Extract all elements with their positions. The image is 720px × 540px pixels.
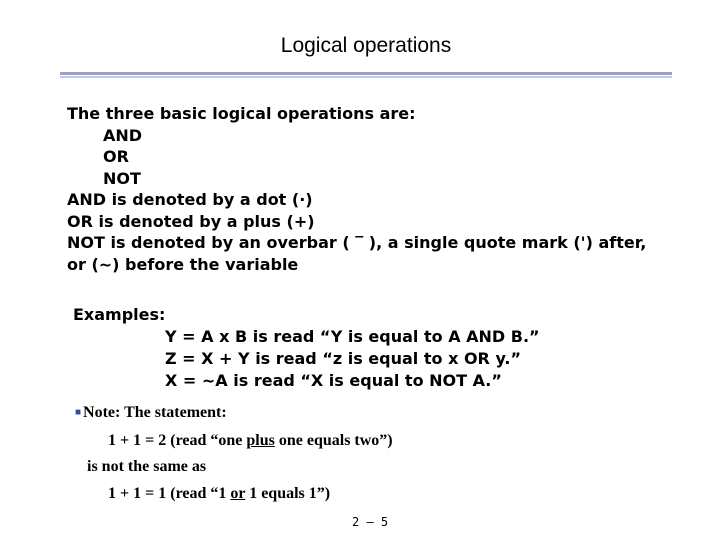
- operation-not: NOT: [103, 168, 141, 188]
- page-number: 2 – 5: [352, 515, 389, 529]
- title-divider: [60, 72, 672, 75]
- equation-one-start: 1 + 1 = 2 (read “one: [108, 432, 247, 449]
- examples-block: [73, 304, 540, 392]
- operation-and: AND: [103, 125, 143, 145]
- equation-two-start: 1 + 1 = 1 (read “1: [108, 485, 231, 502]
- comparison-text: is not the same as: [87, 458, 207, 475]
- not-definition-continued: or (~) before the variable: [67, 254, 299, 274]
- equation-one-underlined: plus: [246, 432, 275, 449]
- equation-two: [108, 485, 330, 503]
- equation-two-underlined: or: [230, 485, 246, 502]
- not-definition: NOT is denoted by an overbar ( ‾ ), a single quote mark (') after,: [67, 233, 647, 252]
- example-and: Y = A x B is read “Y is equal to A AND B.”: [165, 327, 540, 346]
- definitions-block: [67, 103, 646, 275]
- note-block: [75, 404, 227, 422]
- equation-one-end: one equals two”): [274, 432, 393, 449]
- example-or: Z = X + Y is read “z is equal to x OR y.”: [165, 349, 521, 368]
- intro-text: The three basic logical operations are:: [67, 104, 416, 123]
- square-bullet-icon: ■: [75, 407, 82, 418]
- examples-label: Examples:: [73, 305, 166, 324]
- note-label: Note: The statement:: [83, 404, 227, 421]
- equation-two-end: 1 equals 1”): [245, 485, 331, 502]
- equation-one: [108, 432, 393, 450]
- and-definition: AND is denoted by a dot (·): [67, 190, 313, 209]
- operation-or: OR: [103, 147, 129, 166]
- title-divider-shadow: [60, 76, 672, 78]
- example-not: X = ~A is read “X is equal to NOT A.”: [165, 371, 502, 390]
- or-definition: OR is denoted by a plus (+): [67, 211, 315, 231]
- slide-title: Logical operations: [280, 34, 452, 57]
